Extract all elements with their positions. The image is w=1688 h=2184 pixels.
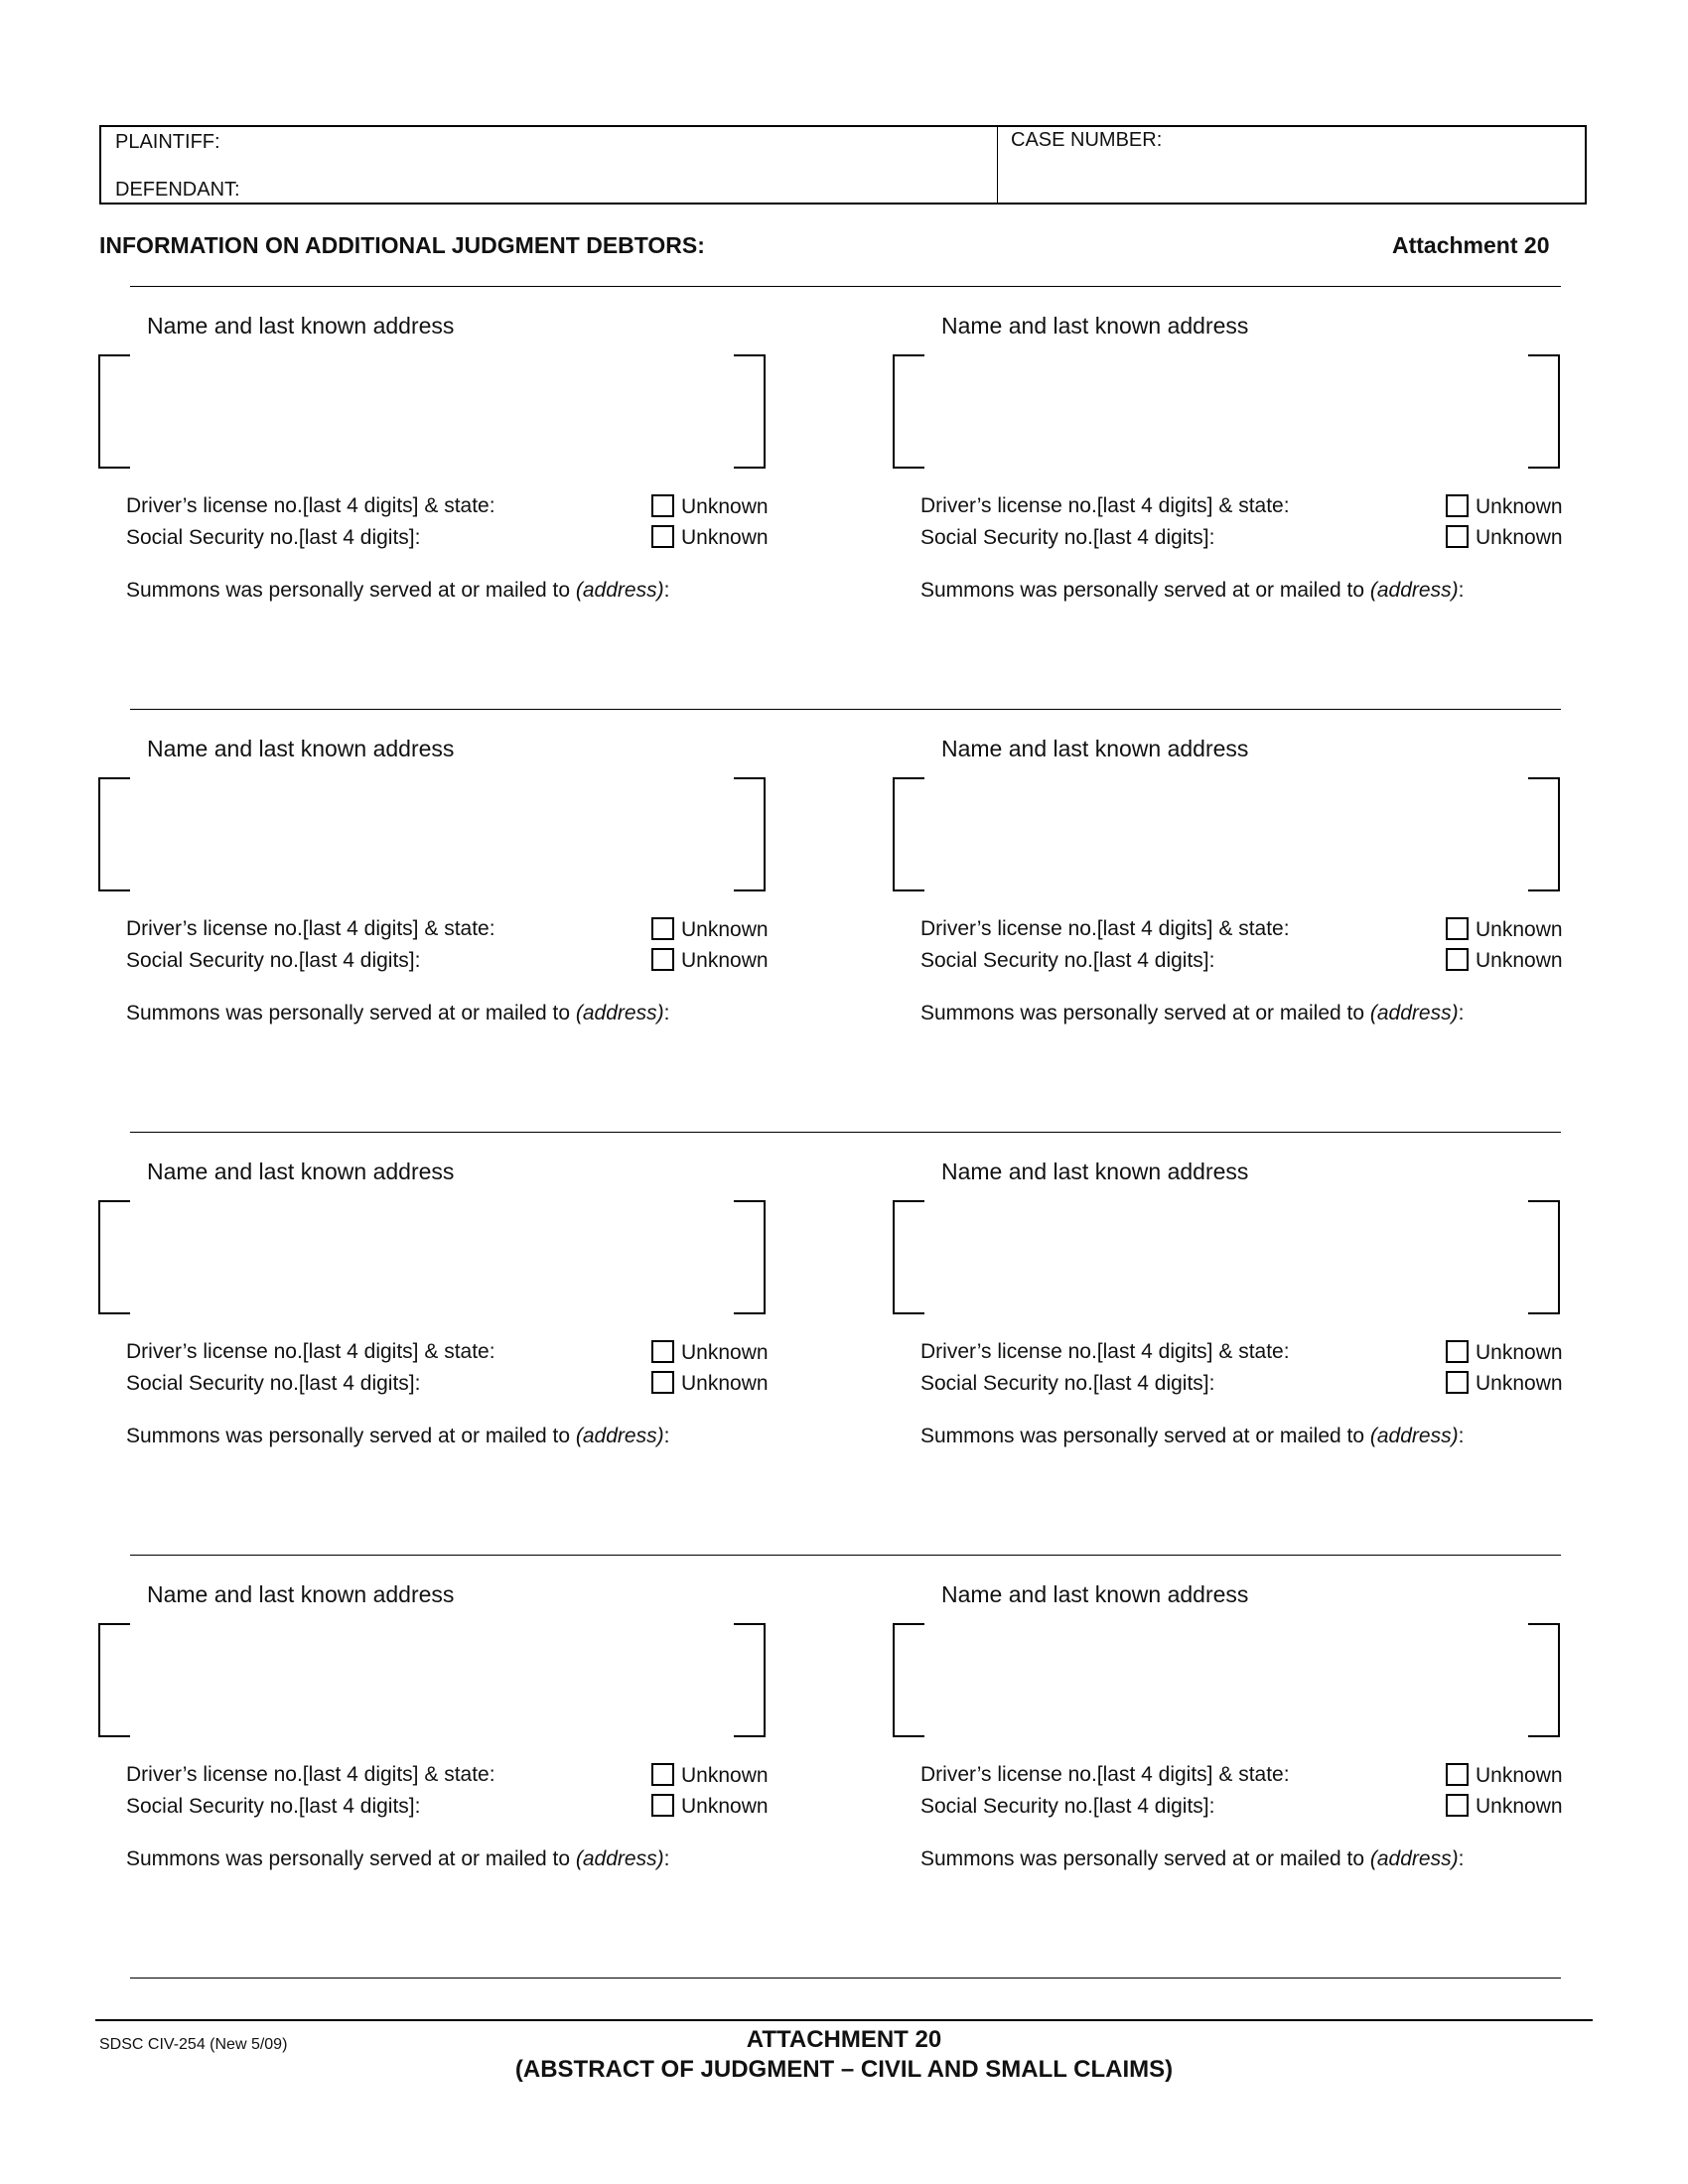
name-address-bracket-right: [1528, 1200, 1560, 1314]
summons-suffix: :: [663, 1002, 670, 1024]
name-address-bracket-left: [893, 1623, 924, 1737]
name-address-bracket-left: [893, 777, 924, 891]
drivers-license-label: Driver’s license no.[last 4 digits] & state:: [126, 494, 495, 517]
form-number: SDSC CIV-254 (New 5/09): [99, 2036, 288, 2053]
debtor-block: [893, 1159, 1613, 1575]
summons-address-label: [920, 1847, 1464, 1871]
drivers-license-unknown-checkbox[interactable]: [1446, 917, 1469, 940]
ssn-unknown-checkbox[interactable]: [1446, 1794, 1469, 1817]
debtor-block: [98, 313, 818, 730]
name-address-bracket-right: [1528, 777, 1560, 891]
defendant-label: DEFENDANT:: [115, 179, 240, 201]
drivers-license-label: Driver’s license no.[last 4 digits] & state:: [126, 917, 495, 940]
name-address-bracket-left: [98, 1623, 130, 1737]
ssn-unknown-checkbox[interactable]: [651, 525, 674, 548]
ssn-unknown-checkbox[interactable]: [1446, 525, 1469, 548]
name-address-bracket-left: [98, 354, 130, 469]
ssn-label: Social Security no.[last 4 digits]:: [126, 1372, 421, 1395]
drivers-license-label: Driver’s license no.[last 4 digits] & state:: [126, 1340, 495, 1363]
summons-suffix: :: [663, 1425, 670, 1447]
name-address-bracket-right: [1528, 1623, 1560, 1737]
unknown-label: Unknown: [1476, 918, 1563, 941]
header-divider: [997, 127, 998, 203]
ssn-label: Social Security no.[last 4 digits]:: [920, 1795, 1215, 1818]
plaintiff-label: PLAINTIFF:: [115, 131, 220, 153]
unknown-label: Unknown: [1476, 526, 1563, 549]
ssn-label: Social Security no.[last 4 digits]:: [126, 949, 421, 972]
debtor-block: [893, 736, 1613, 1153]
summons-suffix: :: [663, 579, 670, 602]
name-address-bracket-right: [1528, 354, 1560, 469]
drivers-license-label: Driver’s license no.[last 4 digits] & state:: [920, 1340, 1290, 1363]
summons-prefix: Summons was personally served at or mailed to: [126, 579, 576, 602]
summons-prefix: Summons was personally served at or mailed to: [126, 1425, 576, 1447]
unknown-label: Unknown: [681, 1795, 769, 1818]
debtor-block: [98, 736, 818, 1153]
name-address-bracket-left: [98, 1200, 130, 1314]
summons-suffix: :: [1458, 1002, 1465, 1024]
unknown-label: Unknown: [681, 495, 769, 518]
name-address-bracket-left: [893, 354, 924, 469]
summons-address-word: (address): [575, 1847, 664, 1870]
drivers-license-unknown-checkbox[interactable]: [1446, 494, 1469, 517]
summons-prefix: Summons was personally served at or mailed to: [920, 579, 1370, 602]
name-address-label: Name and last known address: [147, 1159, 455, 1184]
unknown-label: Unknown: [1476, 949, 1563, 972]
summons-address-label: [126, 579, 669, 603]
summons-prefix: Summons was personally served at or mailed to: [920, 1002, 1370, 1024]
footer-rule: [95, 2019, 1593, 2021]
ssn-unknown-checkbox[interactable]: [651, 948, 674, 971]
drivers-license-unknown-checkbox[interactable]: [651, 917, 674, 940]
name-address-label: Name and last known address: [941, 313, 1249, 339]
footer-title: ATTACHMENT 20: [746, 2026, 942, 2053]
unknown-label: Unknown: [1476, 1795, 1563, 1818]
name-address-bracket-right: [734, 777, 766, 891]
summons-suffix: :: [663, 1847, 670, 1870]
ssn-label: Social Security no.[last 4 digits]:: [126, 526, 421, 549]
drivers-license-unknown-checkbox[interactable]: [1446, 1340, 1469, 1363]
name-address-label: Name and last known address: [941, 736, 1249, 761]
name-address-label: Name and last known address: [147, 736, 455, 761]
case-number-label: CASE NUMBER:: [1011, 129, 1163, 151]
ssn-unknown-checkbox[interactable]: [651, 1794, 674, 1817]
summons-prefix: Summons was personally served at or mailed to: [920, 1847, 1370, 1870]
unknown-label: Unknown: [681, 1372, 769, 1395]
name-address-label: Name and last known address: [147, 1581, 455, 1607]
name-address-bracket-right: [734, 1623, 766, 1737]
summons-address-word: (address): [1369, 1847, 1459, 1870]
ssn-unknown-checkbox[interactable]: [1446, 948, 1469, 971]
unknown-label: Unknown: [1476, 1764, 1563, 1787]
unknown-label: Unknown: [681, 1764, 769, 1787]
drivers-license-unknown-checkbox[interactable]: [1446, 1763, 1469, 1786]
summons-address-label: [126, 1847, 669, 1871]
drivers-license-unknown-checkbox[interactable]: [651, 494, 674, 517]
unknown-label: Unknown: [1476, 1372, 1563, 1395]
ssn-label: Social Security no.[last 4 digits]:: [920, 1372, 1215, 1395]
drivers-license-unknown-checkbox[interactable]: [651, 1763, 674, 1786]
debtor-block: [98, 1159, 818, 1575]
summons-address-word: (address): [575, 1425, 664, 1447]
summons-address-word: (address): [1369, 1002, 1459, 1024]
summons-address-word: (address): [1369, 1425, 1459, 1447]
footer-subtitle: (ABSTRACT OF JUDGMENT – CIVIL AND SMALL CLAIMS): [514, 2056, 1174, 2083]
drivers-license-label: Driver’s license no.[last 4 digits] & state:: [920, 1763, 1290, 1786]
ssn-label: Social Security no.[last 4 digits]:: [920, 526, 1215, 549]
summons-prefix: Summons was personally served at or mailed to: [126, 1002, 576, 1024]
name-address-label: Name and last known address: [941, 1581, 1249, 1607]
summons-address-label: [920, 579, 1464, 603]
row-divider: [130, 286, 1561, 287]
drivers-license-label: Driver’s license no.[last 4 digits] & state:: [920, 494, 1290, 517]
name-address-label: Name and last known address: [147, 313, 455, 339]
summons-address-label: [126, 1425, 669, 1448]
ssn-unknown-checkbox[interactable]: [651, 1371, 674, 1394]
unknown-label: Unknown: [681, 918, 769, 941]
name-address-bracket-left: [893, 1200, 924, 1314]
unknown-label: Unknown: [681, 526, 769, 549]
summons-address-label: [126, 1002, 669, 1025]
drivers-license-label: Driver’s license no.[last 4 digits] & state:: [126, 1763, 495, 1786]
unknown-label: Unknown: [1476, 1341, 1563, 1364]
summons-suffix: :: [1458, 1425, 1465, 1447]
summons-address-word: (address): [1369, 579, 1459, 602]
name-address-bracket-right: [734, 354, 766, 469]
name-address-bracket-left: [98, 777, 130, 891]
drivers-license-unknown-checkbox[interactable]: [651, 1340, 674, 1363]
summons-address-word: (address): [575, 1002, 664, 1024]
debtor-block: [893, 1581, 1613, 1998]
unknown-label: Unknown: [1476, 495, 1563, 518]
unknown-label: Unknown: [681, 1341, 769, 1364]
summons-address-word: (address): [575, 579, 664, 602]
ssn-label: Social Security no.[last 4 digits]:: [920, 949, 1215, 972]
drivers-license-label: Driver’s license no.[last 4 digits] & state:: [920, 917, 1290, 940]
summons-prefix: Summons was personally served at or mailed to: [920, 1425, 1370, 1447]
ssn-label: Social Security no.[last 4 digits]:: [126, 1795, 421, 1818]
unknown-label: Unknown: [681, 949, 769, 972]
summons-prefix: Summons was personally served at or mailed to: [126, 1847, 576, 1870]
attachment-label: Attachment 20: [1392, 232, 1550, 258]
summons-suffix: :: [1458, 1847, 1465, 1870]
name-address-bracket-right: [734, 1200, 766, 1314]
ssn-unknown-checkbox[interactable]: [1446, 1371, 1469, 1394]
section-title: INFORMATION ON ADDITIONAL JUDGMENT DEBTORS:: [99, 232, 705, 258]
summons-address-label: [920, 1002, 1464, 1025]
debtor-block: [893, 313, 1613, 730]
summons-suffix: :: [1458, 579, 1465, 602]
case-header-box: [99, 125, 1587, 205]
summons-address-label: [920, 1425, 1464, 1448]
debtor-block: [98, 1581, 818, 1998]
name-address-label: Name and last known address: [941, 1159, 1249, 1184]
